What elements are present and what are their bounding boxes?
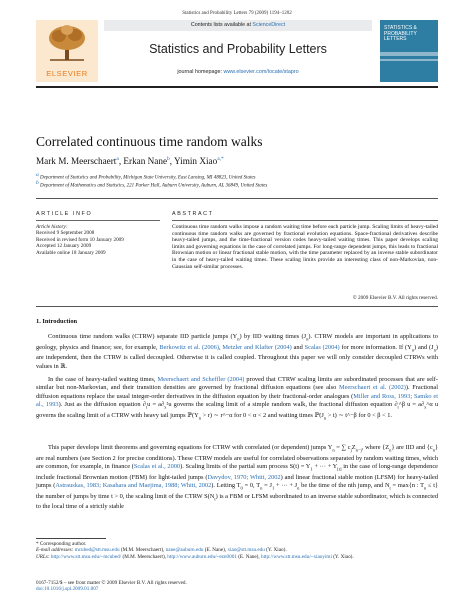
text-run: ^α u governs the scaling limit of a CTRW with heavy tail jumps ℙ(Y xyxy=(36,401,439,419)
subscript: x xyxy=(424,404,427,410)
subscript: t xyxy=(389,485,391,491)
journal-homepage xyxy=(104,69,372,75)
author-urls: URLs: http://www.stt.msu.edu/~mcubed/ (M.M. Meerschaert), http://www.auburn.edu/~ezn0001 (E. Nane), http://www.stt.msu.edu/~xiaoyimi (Y. Xiao). xyxy=(36,553,354,560)
text-run: ). Fractional diffusion equations replace the usual integer-order derivatives in the diffusion equation by their fractional-order analogues ( xyxy=(36,384,438,400)
text-run: + ··· + J xyxy=(274,481,298,489)
text-run: , where {Z xyxy=(361,444,390,451)
citation-link[interactable]: Berkowitz et al. (2006) xyxy=(159,343,219,351)
journal-title: Statistics and Probability Letters xyxy=(149,42,327,56)
email-link[interactable]: nane@auburn.edu xyxy=(165,547,204,554)
history-item: Received 9 September 2008 xyxy=(36,230,95,237)
text-run: ≤ t} the number of jumps by time t > 0, the scaling limit of the CTRW S(N xyxy=(36,481,439,500)
article-title: Correlated continuous time random walks xyxy=(36,134,263,149)
text-run: = 0, T xyxy=(242,481,261,489)
email-link[interactable]: xiao@stt.msu.edu xyxy=(227,547,265,554)
subscript: n xyxy=(389,447,392,453)
contents-bar xyxy=(104,20,372,31)
subscript: n xyxy=(432,447,435,453)
cover-band xyxy=(380,52,438,56)
article-history xyxy=(36,224,186,256)
text-run: ) by IID waiting times (J xyxy=(239,333,307,340)
author-affiliation-marker[interactable]: a,* xyxy=(217,156,224,162)
abstract-heading: ABSTRACT xyxy=(172,211,214,217)
affiliation: $^a$ Department of Statistics and Probability, Michigan State University, East Lansing, MI 48823, United States xyxy=(36,172,256,181)
abstract-rule xyxy=(172,220,438,221)
elsevier-wordmark: ELSEVIER xyxy=(46,69,88,78)
text-run: ²u governs the scaling limit of a simple random walk, the fractional diffusion equation ∂ xyxy=(166,401,398,409)
text-run: proved that CTRW scaling limits are subordinated processes that are self-similar but non-Markovian, and their transition densities are governed by fractional diffusion equations (see also xyxy=(36,376,439,392)
abstract-end-rule xyxy=(36,306,438,307)
text-run: u = a∂ xyxy=(147,401,165,409)
citation-link[interactable]: Meerschaert and Scheffler (2004) xyxy=(157,376,245,383)
subscript: [t] xyxy=(337,466,342,472)
text-run: Continuous time random walks (CTRW) separate IID particle jumps (Y xyxy=(48,333,238,340)
subscript: t xyxy=(397,404,399,410)
subscript: n xyxy=(306,336,309,342)
article-info-heading: ARTICLE INFO xyxy=(36,211,93,217)
text-run: ) is a FBM or LFSM subordinated to an inverse stable subordinator, which is connected to the local time of a strictly stable xyxy=(36,492,439,511)
subscript: 0 xyxy=(240,485,243,491)
subscript: n xyxy=(237,336,240,342)
text-run: = J xyxy=(262,481,272,489)
citation-link[interactable]: Davydov, 1970; Whitt, 2002 xyxy=(207,473,281,481)
text-run: In the case of heavy-tailed waiting times, xyxy=(48,376,158,383)
author-name: Mark M. Meerschaert xyxy=(36,156,117,167)
text-run: ) and linear fractional stable motion (LFSM) for heavy-tailed jumps ( xyxy=(36,473,438,489)
url-link[interactable]: http://www.stt.msu.edu/~xiaoyimi xyxy=(260,553,332,560)
author-list: Mark M. Meerschaert$^a$, Erkan Nane$^b$, Yimin Xiao$^{a,*}$ xyxy=(36,156,224,167)
text-run: = ∑ c xyxy=(334,444,351,451)
history-item: Available online 18 January 2009 xyxy=(36,249,106,256)
banner-rule xyxy=(36,86,438,88)
text-run: This paper develops limit theorems and governing equations for CTRW with correlated (or dependent) jumps Y xyxy=(48,444,333,451)
text-run: > r) ∼ r^−α for 0 < α < 2 and waiting times ℙ(J xyxy=(201,411,324,419)
text-run: ) are independent, then the CTRW is called decoupled. Otherwise it is called coupled. Throughout this paper we will only consider decoupled CTRWs with values in ℝ. xyxy=(36,343,438,370)
homepage-prefix: journal homepage: xyxy=(177,69,224,75)
abstract-text: Continuous time random walks impose a random waiting time before each particle jump. Scaling limits of heavy-tailed continuous time random walks are governed by fractional evolution equations. Space-fractional derivatives describe heavy-tailed jumps, and the time-fractional version codes heavy-tailed waiting times. This paper develops scaling limits and governing equations in the case of correlated jumps. For long-range dependent jumps, this leads to fractional Brownian motion or linear fractional stable motion, with the time parameter replaced by an inverse stable subordinator in the case of heavy-tailed waiting times. These scaling limits provide an interesting class of non-Markovian, non-Gaussian self-similar processes. xyxy=(172,224,438,270)
doi-link[interactable]: doi:10.1016/j.spl.2009.01.007 xyxy=(36,586,99,593)
issn-line: 0167-7152/$ – see front matter © 2009 Elsevier B.V. All rights reserved. xyxy=(36,580,187,586)
sciencedirect-link[interactable]: ScienceDirect xyxy=(252,22,286,28)
citation-link[interactable]: Miller and Ross, 1993; Samko et al., 1993 xyxy=(36,392,438,409)
history-label: Article history: xyxy=(36,224,68,230)
history-item: Accepted 12 January 2009 xyxy=(36,243,92,250)
text-run: > t) ∼ t^−β for 0 < β < 1. xyxy=(326,411,393,419)
subscript: 1 xyxy=(310,466,313,472)
subscript: n xyxy=(323,414,327,420)
journal-info-box xyxy=(104,20,372,82)
subscript: n xyxy=(433,346,436,352)
author-name: Yimin Xiao xyxy=(174,156,218,167)
author-affiliation-marker[interactable]: a xyxy=(116,156,119,162)
cover-band-thin xyxy=(380,59,438,61)
intro-paragraph-1 xyxy=(36,333,438,371)
cover-title: STATISTICS & PROBABILITY LETTERS xyxy=(384,25,417,43)
text-run: Z xyxy=(351,444,356,451)
subscript: n xyxy=(198,414,201,420)
citation-link[interactable]: Meerschaert et al. (2002) xyxy=(338,384,406,392)
text-run: ) and (J xyxy=(414,343,434,351)
affiliation: $^b$ Department of Mathematics and Statistics, 221 Parker Hall, Auburn University, Auburn, AL 36849, United States xyxy=(36,180,268,189)
section-heading: 1. Introduction xyxy=(36,318,78,325)
text-run: , xyxy=(218,343,223,351)
journal-banner xyxy=(36,20,438,82)
text-run: ). Just as the diffusion equation ∂ xyxy=(58,401,146,409)
email-addresses: E-mail addresses: mcubed@stt.msu.edu (M.M. Meerschaert), nane@auburn.edu (E. Nane), xiao@stt.msu.edu (Y. Xiao). xyxy=(36,547,287,554)
intro-paragraph-2 xyxy=(36,376,438,422)
elsevier-logo xyxy=(36,20,98,82)
subscript: 1 xyxy=(271,485,275,491)
footnotes xyxy=(36,541,438,560)
text-run: ). Scaling limits of the partial sum process S(t) = Y xyxy=(180,462,311,470)
footnote-rule xyxy=(36,538,106,539)
contents-prefix: Contents lists available at xyxy=(190,22,253,28)
subscript: n xyxy=(297,485,300,491)
author-name: Erkan Nane xyxy=(123,156,168,167)
citation-link[interactable]: Astrauskas, 1983; Kasahara and Maejima, 1988; Whitt, 2002 xyxy=(55,481,212,489)
homepage-link[interactable]: www.elsevier.com/locate/stapro xyxy=(223,69,299,75)
journal-cover-thumbnail xyxy=(380,20,438,82)
citation-link[interactable]: Scalas et al., 2000 xyxy=(133,462,181,470)
text-run: } are IID and {c xyxy=(391,444,433,451)
publication-info xyxy=(36,580,438,593)
text-run: = max{n : T xyxy=(390,481,424,489)
text-run: ^β u = a∂ xyxy=(398,401,425,409)
text-run: and xyxy=(291,343,305,351)
subscript: x xyxy=(164,404,167,410)
text-run: be the time of the nth jump, and N xyxy=(299,481,390,489)
corresponding-author-note: * Corresponding author. xyxy=(36,541,87,547)
url-link[interactable]: http://www.stt.msu.edu/~mcubed/ xyxy=(50,553,122,560)
subscript: t xyxy=(145,404,148,410)
text-run: } are real numbers (see Section 2 for precise conditions). These CTRW models are useful for correlated observations separated by random waiting times, which are common, for example, in finance ( xyxy=(36,444,438,470)
subscript: j xyxy=(350,447,352,453)
article-info-rule xyxy=(36,220,160,221)
subscript: n xyxy=(423,485,427,491)
history-item: Received in revised form 10 January 2009 xyxy=(36,236,124,243)
header-rule xyxy=(36,198,438,199)
author-affiliation-marker[interactable]: b xyxy=(167,156,170,162)
text-run: for more information. If (Y xyxy=(339,343,412,351)
text-run: ). Letting T xyxy=(211,481,241,489)
text-run: + ··· + Y xyxy=(312,462,338,470)
tree-icon xyxy=(44,24,90,62)
subscript: n−j xyxy=(355,447,362,453)
text-run: in the case of long-range dependence include fractional Brownian motion (FBM) for light-tailed jumps ( xyxy=(36,462,438,481)
running-header: Statistics and Probability Letters 79 (2009) 1194–1202 xyxy=(182,11,292,16)
subscript: n xyxy=(260,485,263,491)
text-run: ). CTRW models are important in applications to geology, physics and finance; see, for example, xyxy=(36,333,438,351)
copyright-notice: © 2009 Elsevier B.V. All rights reserved. xyxy=(352,295,438,301)
email-link[interactable]: mcubed@stt.msu.edu xyxy=(74,547,120,554)
subscript: t xyxy=(214,495,216,501)
subscript: n xyxy=(332,447,335,453)
subscript: n xyxy=(411,346,414,352)
url-link[interactable]: http://www.auburn.edu/~ezn0001 xyxy=(167,553,237,560)
citation-link[interactable]: Metzler and Klafter (2004) xyxy=(222,343,292,351)
intro-paragraph-3 xyxy=(36,444,438,511)
citation-link[interactable]: Scalas (2004) xyxy=(304,343,340,351)
